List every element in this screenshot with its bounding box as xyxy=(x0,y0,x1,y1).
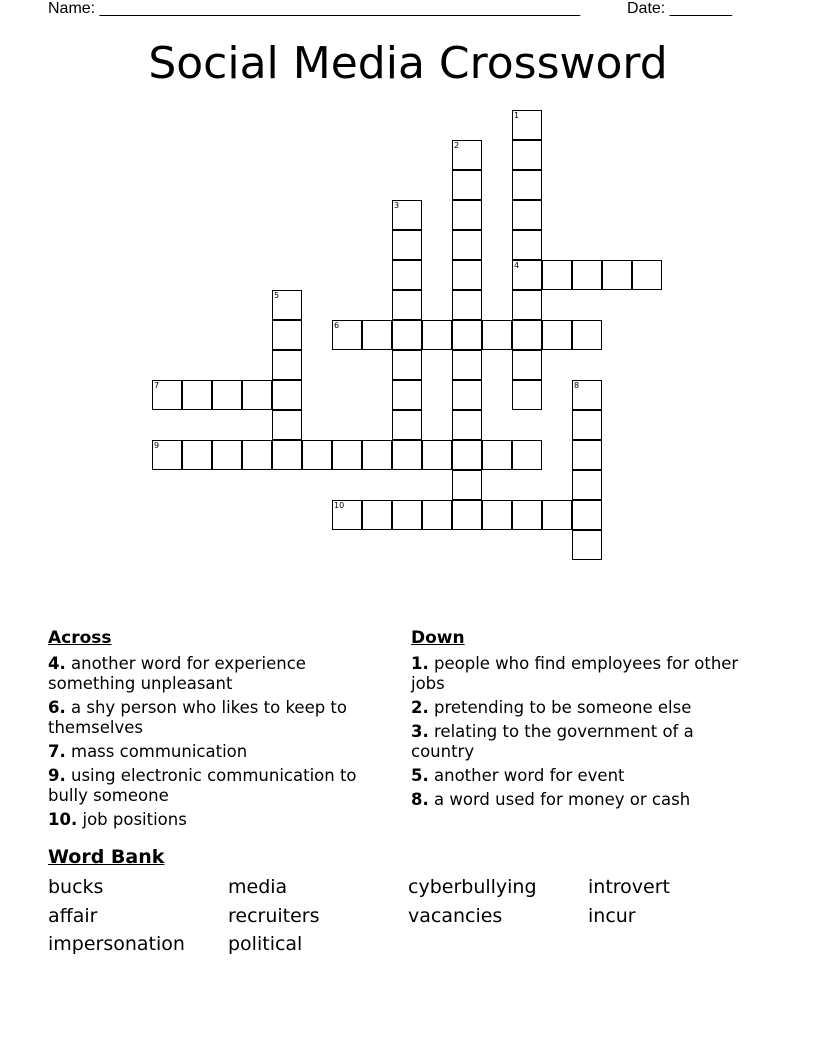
word-bank-item: cyberbullying xyxy=(408,876,537,898)
crossword-cell[interactable] xyxy=(452,470,482,500)
crossword-cell[interactable] xyxy=(392,260,422,290)
clue-across-9: 9. using electronic communication to bully someone xyxy=(48,766,357,805)
clue-across-10: 10. job positions xyxy=(48,810,187,829)
crossword-cell[interactable] xyxy=(452,320,482,350)
crossword-cell[interactable] xyxy=(602,260,632,290)
crossword-cell[interactable] xyxy=(422,500,452,530)
crossword-cell[interactable] xyxy=(512,320,542,350)
crossword-cell[interactable] xyxy=(272,410,302,440)
down-clues xyxy=(411,628,756,814)
word-bank-item: vacancies xyxy=(408,905,503,927)
crossword-cell[interactable] xyxy=(422,320,452,350)
word-bank-item: bucks xyxy=(48,876,104,898)
crossword-cell[interactable] xyxy=(452,350,482,380)
clue-across-4: 4. another word for experience something unpleasant xyxy=(48,654,306,693)
crossword-cell[interactable] xyxy=(452,170,482,200)
crossword-cell[interactable] xyxy=(542,320,572,350)
crossword-cell[interactable] xyxy=(572,260,602,290)
crossword-cell[interactable] xyxy=(452,380,482,410)
crossword-cell[interactable] xyxy=(332,500,362,530)
crossword-cell[interactable] xyxy=(212,380,242,410)
across-clues xyxy=(48,628,393,834)
crossword-cell[interactable] xyxy=(362,320,392,350)
crossword-cell[interactable] xyxy=(512,380,542,410)
crossword-cell[interactable] xyxy=(512,290,542,320)
crossword-cell[interactable] xyxy=(482,320,512,350)
clue-number: 10 xyxy=(334,501,345,510)
crossword-cell[interactable] xyxy=(482,500,512,530)
crossword-cell[interactable] xyxy=(392,380,422,410)
clue-number: 1 xyxy=(514,111,520,120)
crossword-cell[interactable] xyxy=(272,290,302,320)
crossword-cell[interactable] xyxy=(452,260,482,290)
crossword-cell[interactable] xyxy=(302,440,332,470)
down-heading: Down xyxy=(411,628,465,648)
crossword-cell[interactable] xyxy=(512,350,542,380)
crossword-cell[interactable] xyxy=(272,350,302,380)
crossword-cell[interactable] xyxy=(452,200,482,230)
crossword-cell[interactable] xyxy=(452,440,482,470)
crossword-cell[interactable] xyxy=(272,380,302,410)
crossword-cell[interactable] xyxy=(392,440,422,470)
word-bank-item: affair xyxy=(48,905,98,927)
crossword-cell[interactable] xyxy=(422,440,452,470)
crossword-cell[interactable] xyxy=(392,500,422,530)
clue-number: 4 xyxy=(514,261,520,270)
crossword-cell[interactable] xyxy=(512,260,542,290)
crossword-cell[interactable] xyxy=(332,320,362,350)
word-bank-item: recruiters xyxy=(228,905,320,927)
crossword-cell[interactable] xyxy=(452,410,482,440)
clue-number: 9 xyxy=(154,441,160,450)
clue-across-7: 7. mass communication xyxy=(48,742,248,761)
crossword-cell[interactable] xyxy=(272,320,302,350)
crossword-cell[interactable] xyxy=(542,500,572,530)
crossword-cell[interactable] xyxy=(512,230,542,260)
crossword-cell[interactable] xyxy=(182,440,212,470)
crossword-cell[interactable] xyxy=(512,440,542,470)
clue-down-8: 8. a word used for money or cash xyxy=(411,790,691,809)
crossword-cell[interactable] xyxy=(362,440,392,470)
crossword-cell[interactable] xyxy=(212,440,242,470)
crossword-cell[interactable] xyxy=(392,200,422,230)
crossword-cell[interactable] xyxy=(512,140,542,170)
crossword-cell[interactable] xyxy=(242,380,272,410)
crossword-cell[interactable] xyxy=(572,470,602,500)
crossword-cell[interactable] xyxy=(452,230,482,260)
crossword-cell[interactable] xyxy=(392,290,422,320)
crossword-cell[interactable] xyxy=(572,500,602,530)
word-bank-item: impersonation xyxy=(48,933,185,955)
clue-across-6: 6. a shy person who likes to keep to themselves xyxy=(48,698,347,737)
clue-down-2: 2. pretending to be someone else xyxy=(411,698,692,717)
crossword-cell[interactable] xyxy=(632,260,662,290)
word-bank-heading: Word Bank xyxy=(48,846,165,868)
crossword-cell[interactable] xyxy=(452,290,482,320)
clue-down-1: 1. people who find employees for other jobs xyxy=(411,654,739,693)
clue-down-5: 5. another word for event xyxy=(411,766,625,785)
crossword-cell[interactable] xyxy=(242,440,272,470)
clue-number: 7 xyxy=(154,381,160,390)
clue-number: 3 xyxy=(394,201,400,210)
crossword-cell[interactable] xyxy=(512,110,542,140)
clue-number: 2 xyxy=(454,141,460,150)
crossword-cell[interactable] xyxy=(572,380,602,410)
crossword-cell[interactable] xyxy=(512,200,542,230)
name-field[interactable]: Name: ______________________________________________________ xyxy=(48,0,581,17)
crossword-cell[interactable] xyxy=(392,350,422,380)
crossword-cell[interactable] xyxy=(572,440,602,470)
word-bank-item: incur xyxy=(588,905,636,927)
crossword-cell[interactable] xyxy=(182,380,212,410)
date-field[interactable]: Date: _______ xyxy=(627,0,732,17)
crossword-cell[interactable] xyxy=(152,380,182,410)
crossword-cell[interactable] xyxy=(572,320,602,350)
across-heading: Across xyxy=(48,628,112,648)
crossword-cell[interactable] xyxy=(152,440,182,470)
word-bank-item: political xyxy=(228,933,303,955)
crossword-cell[interactable] xyxy=(362,500,392,530)
crossword-cell[interactable] xyxy=(572,530,602,560)
page-title: Social Media Crossword xyxy=(148,38,668,89)
crossword-cell[interactable] xyxy=(392,410,422,440)
clue-down-3: 3. relating to the government of a country xyxy=(411,722,694,761)
crossword-cell[interactable] xyxy=(482,440,512,470)
crossword-cell[interactable] xyxy=(392,320,422,350)
crossword-cell[interactable] xyxy=(512,500,542,530)
crossword-cell[interactable] xyxy=(452,140,482,170)
word-bank-item: introvert xyxy=(588,876,670,898)
clue-number: 8 xyxy=(574,381,580,390)
crossword-cell[interactable] xyxy=(542,260,572,290)
crossword-cell[interactable] xyxy=(332,440,362,470)
crossword-cell[interactable] xyxy=(512,170,542,200)
crossword-cell[interactable] xyxy=(572,410,602,440)
crossword-cell[interactable] xyxy=(392,230,422,260)
clue-number: 6 xyxy=(334,321,340,330)
word-bank-item: media xyxy=(228,876,288,898)
crossword-cell[interactable] xyxy=(452,500,482,530)
crossword-cell[interactable] xyxy=(272,440,302,470)
clue-number: 5 xyxy=(274,291,280,300)
